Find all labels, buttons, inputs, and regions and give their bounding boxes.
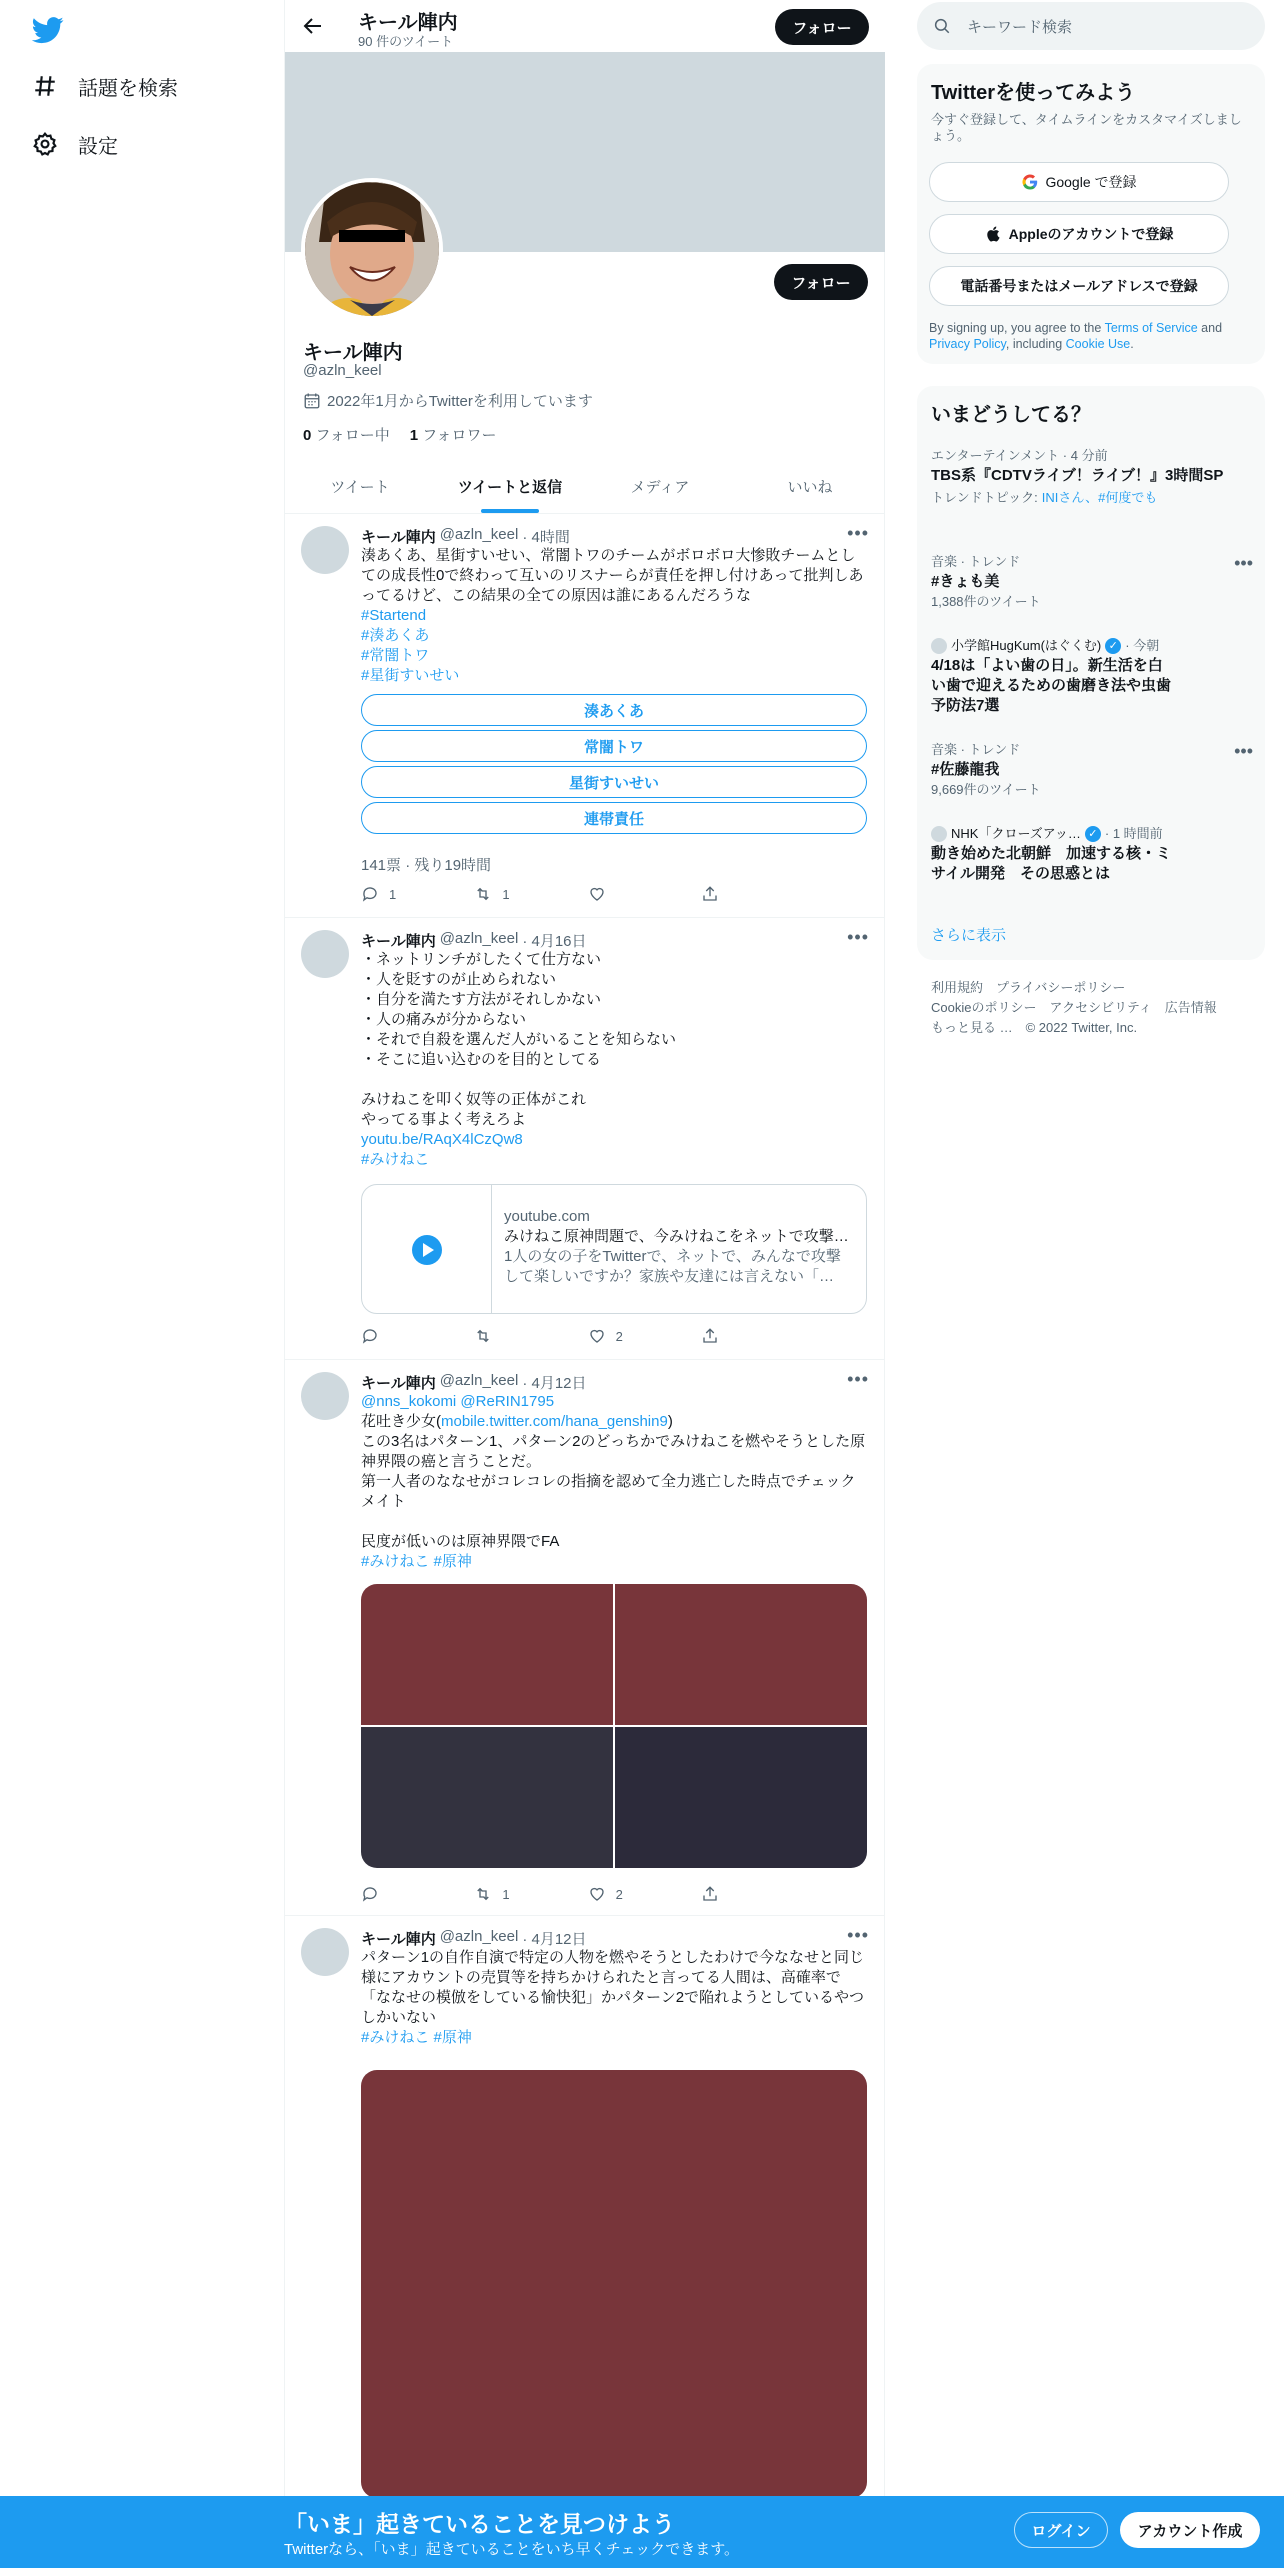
tweet-avatar[interactable] [301, 1372, 349, 1420]
legal-text: , including [1005, 337, 1066, 351]
account-avatar [931, 826, 947, 842]
trend-title: #きょも美 [931, 573, 1000, 590]
trend-extra-label: トレンドトピック: [931, 490, 1038, 505]
nav-settings[interactable] [32, 124, 118, 164]
media-image[interactable] [361, 1727, 613, 1868]
like-button[interactable] [588, 1884, 668, 1904]
play-icon [412, 1235, 442, 1265]
legal-text: . [1130, 337, 1134, 351]
search-bar[interactable] [917, 2, 1265, 50]
signup-box [917, 64, 1265, 364]
card-title: みけねこ原神問題で、今みけねこをネットで攻撃… [504, 1228, 849, 1245]
trend-count: 9,669件のツイート [931, 782, 1041, 797]
like-count: 2 [615, 1328, 623, 1344]
signup-banner [0, 2496, 1284, 2568]
reply-icon [361, 1327, 379, 1345]
trend-item[interactable] [931, 448, 1251, 506]
trend-extra-links[interactable]: INIさん、#何度でも [1041, 490, 1158, 505]
hashtag-link[interactable]: #常闇トワ [361, 647, 430, 664]
trends-box [917, 386, 1265, 960]
tweet-text: この3名はパターン1、パターン2のどっちかでみけねこを燃やそうとした原神界隈の癌と言うことだ。 第一人者のななせがコレコレの指摘を認めて全力逃亡した時点でチェックメイト 民度が低いのは原神界隈でFA [361, 1433, 866, 1550]
trend-count: 1,388件のツイート [931, 594, 1041, 609]
more-options-icon[interactable]: ••• [847, 1369, 869, 1389]
tweet-avatar[interactable] [301, 1928, 349, 1976]
cookie-link[interactable]: Cookie Use [1065, 337, 1131, 351]
avatar-photo [305, 182, 439, 316]
tweet-actions [361, 1884, 781, 1904]
retweet-button[interactable] [474, 1326, 554, 1346]
profile-follow-button[interactable]: フォロー [774, 264, 868, 300]
followers-count: 1 [409, 427, 419, 444]
tweet-header [361, 523, 869, 546]
tweet-author-handle[interactable]: @azln_keel [439, 1372, 519, 1389]
trend-meta: 音楽 · トレンド [931, 742, 1021, 757]
trend-extra [931, 490, 1251, 506]
reply-button[interactable] [361, 1884, 441, 1904]
tweet-time[interactable]: · 4月12日 [522, 1375, 587, 1392]
reply-button[interactable] [361, 1326, 441, 1346]
like-button[interactable] [588, 1326, 668, 1346]
tab-tweets-and-replies[interactable]: ツイートと返信 [435, 460, 585, 513]
phone-email-signup-button[interactable]: 電話番号またはメールアドレスで登録 [929, 266, 1229, 306]
signup-subtitle: 今すぐ登録して、タイムラインをカスタマイズしましょう。 [931, 112, 1242, 143]
trends-title: いまどうしてる？ [931, 404, 1091, 426]
profile-header-bar [285, 0, 885, 52]
following-label: フォロー中 [315, 427, 390, 444]
tweet-body [361, 1369, 869, 1868]
reply-icon [361, 885, 379, 903]
tweet[interactable] [285, 1360, 885, 1916]
share-button[interactable] [701, 884, 781, 904]
retweet-button[interactable] [474, 1884, 554, 1904]
card-text [492, 1185, 866, 1313]
header-name: キール陣内 [358, 12, 458, 34]
trend-item[interactable] [931, 826, 1251, 884]
google-icon [1021, 173, 1039, 191]
back-arrow-icon[interactable] [301, 14, 325, 38]
trend-time: · 今朝 [1125, 638, 1160, 653]
more-options-icon[interactable]: ••• [1234, 553, 1253, 573]
verified-icon: ✓ [1085, 826, 1101, 842]
verified-icon: ✓ [1105, 638, 1121, 654]
more-options-icon[interactable]: ••• [847, 523, 869, 543]
joined-text: 2022年1月からTwitterを利用しています [327, 393, 593, 410]
tweet[interactable] [285, 1916, 885, 2496]
tweet-header [361, 1925, 869, 1948]
following-link[interactable] [303, 424, 390, 445]
trend-title: #佐藤龍我 [931, 761, 1000, 778]
reply-mentions[interactable]: @nns_kokomi @ReRIN1795 [361, 1393, 555, 1410]
poll-option[interactable]: 連帯責任 [361, 802, 867, 834]
retweet-count: 1 [502, 1886, 510, 1902]
followers-label: フォロワー [422, 427, 497, 444]
profile-tabs [285, 460, 885, 514]
footer-line[interactable]: もっと見る … © 2022 Twitter, Inc. [931, 1020, 1138, 1035]
hashtag-icon [32, 73, 58, 99]
retweet-icon [474, 1885, 492, 1903]
login-button[interactable]: ログイン [1014, 2512, 1108, 2548]
tweet-header [361, 1369, 869, 1392]
tweet-author-handle[interactable]: @azln_keel [439, 1928, 519, 1945]
tab-tweets[interactable]: ツイート [330, 479, 390, 496]
trend-title: 4/18は「よい歯の日」。新生活を白い歯で迎えるための歯磨き法や虫歯予防法7選 [931, 657, 1172, 714]
trend-title: TBS系『CDTVライブ！ライブ！』3時間SP [931, 467, 1224, 484]
card-thumbnail [362, 1185, 492, 1314]
tweet-author-name[interactable]: キール陣内 [361, 529, 436, 546]
share-icon [701, 1327, 719, 1345]
poll-option[interactable]: 湊あくあ [361, 694, 867, 726]
reply-icon [361, 1885, 379, 1903]
tweet-author-name[interactable]: キール陣内 [361, 1931, 436, 1948]
tab-media[interactable]: メディア [630, 479, 690, 496]
like-button[interactable] [588, 884, 668, 904]
trend-account: 小学館HugKum(はぐくむ) [951, 638, 1102, 653]
tweet-author-name[interactable]: キール陣内 [361, 1375, 436, 1392]
retweet-count: 1 [502, 886, 510, 902]
more-options-icon[interactable]: ••• [847, 1925, 869, 1945]
nav-explore[interactable] [32, 66, 178, 106]
followers-link[interactable] [410, 424, 497, 445]
privacy-link[interactable]: Privacy Policy [929, 337, 1006, 351]
banner-title: 「いま」起きていることを見つけよう [284, 2511, 675, 2537]
trend-meta: エンターテインメント · 4 分前 [931, 448, 1108, 463]
share-icon [701, 885, 719, 903]
apple-icon [985, 225, 1003, 243]
tweet-body [361, 1925, 869, 2498]
reply-button[interactable] [361, 884, 441, 904]
footer-line[interactable]: Cookieのポリシー アクセシビリティ 広告情報 [931, 1000, 1217, 1015]
tweet-text: 湊あくあ、星街すいせい、常闇トワのチームがボロボロ大惨敗チームとしての成長性0で終わって互いのリスナーらが責任を押し付けあって批判しあってるけど、この結果の全ての原因は誰にあるんだろうな [361, 547, 864, 604]
more-options-icon[interactable]: ••• [847, 927, 869, 947]
media-image[interactable] [615, 1584, 867, 1725]
tweet-time[interactable]: · 4時間 [522, 529, 570, 546]
share-icon [701, 1885, 719, 1903]
google-signup-label: Google で登録 [1045, 174, 1137, 190]
signup-title: Twitterを使ってみよう [931, 82, 1136, 104]
banner-subtitle: Twitterなら、「いま」起きていることをいち早くチェックできます。 [284, 2541, 740, 2558]
trend-account: NHK「クローズアッ… [951, 826, 1081, 841]
google-signup-button[interactable] [929, 162, 1229, 202]
heart-icon [588, 1885, 606, 1903]
hashtag-links[interactable]: #みけねこ #原神 [361, 2029, 472, 2046]
tweet-link[interactable]: youtu.be/RAqX4lCzQw8 [361, 1131, 523, 1148]
media-image[interactable] [361, 1584, 613, 1725]
tweet-header [361, 927, 869, 950]
text-fragment: ) [667, 1413, 673, 1430]
more-options-icon[interactable]: ••• [1234, 741, 1253, 761]
tweet-avatar[interactable] [301, 526, 349, 574]
twitter-logo-icon[interactable] [32, 14, 64, 46]
trend-item[interactable] [931, 638, 1251, 716]
tweet-author-handle[interactable]: @azln_keel [439, 930, 519, 947]
legal-text: and [1197, 321, 1223, 335]
tweet-author-handle[interactable]: @azln_keel [439, 526, 519, 543]
tweet-actions [361, 1326, 781, 1346]
terms-link[interactable]: Terms of Service [1104, 321, 1198, 335]
link-card[interactable] [361, 1184, 867, 1314]
trend-meta: 音楽 · トレンド [931, 554, 1021, 569]
hashtag-link[interactable]: #星街すいせい [361, 667, 460, 684]
profile-name: キール陣内 [303, 342, 403, 364]
reply-count: 1 [389, 886, 397, 902]
profile-stats [303, 424, 497, 445]
hashtag-link[interactable]: #湊あくあ [361, 627, 430, 644]
hashtag-link[interactable]: #みけねこ [361, 1151, 430, 1168]
tweet-count: 90 件のツイート [358, 34, 454, 49]
like-count: 2 [615, 1886, 623, 1902]
tweet[interactable] [285, 514, 885, 918]
signup-legal [929, 320, 1255, 352]
poll-option[interactable]: 星街すいせい [361, 766, 867, 798]
hashtag-links[interactable]: #みけねこ #原神 [361, 1553, 472, 1570]
tweet-link[interactable]: mobile.twitter.com/hana_genshin9 [441, 1413, 668, 1430]
search-icon [933, 17, 951, 35]
profile-handle: @azln_keel [303, 362, 382, 379]
nav-settings-label: 設定 [78, 135, 118, 158]
tweet-time[interactable]: · 4月16日 [522, 933, 587, 950]
media-image[interactable] [361, 2070, 867, 2498]
account-avatar [931, 638, 947, 654]
show-more-link[interactable]: さらに表示 [931, 927, 1007, 944]
create-account-button[interactable]: アカウント作成 [1120, 2512, 1260, 2548]
profile-column [284, 0, 885, 2568]
share-button[interactable] [701, 1326, 781, 1346]
trend-title: 動き始めた北朝鮮 加速する核・ミサイル開発 その思惑とは [931, 845, 1172, 882]
gear-icon [32, 131, 58, 157]
trend-item[interactable] [931, 554, 1251, 610]
media-image[interactable] [615, 1727, 867, 1868]
tweet-text: ・ネットリンチがしたくて仕方ない ・人を貶すのが止められない ・自分を満たす方法がそれしかない ・人の痛みが分からない ・それで自殺を選んだ人がいることを知らない ・そこに追い込むのを目的としてる みけねこを叩く奴等の正体がこれ やってる事よく考えろよ [361, 951, 677, 1128]
tweet-body [361, 523, 869, 875]
poll [361, 694, 869, 875]
tab-likes[interactable]: いいね [787, 479, 833, 496]
share-button[interactable] [701, 1884, 781, 1904]
profile-joined [303, 390, 593, 411]
nav-explore-label: 話題を検索 [78, 77, 178, 100]
trend-meta [931, 826, 1251, 842]
footer-links [931, 978, 1251, 1038]
following-count: 0 [303, 427, 312, 444]
poll-option[interactable]: 常闇トワ [361, 730, 867, 762]
tweet[interactable] [285, 918, 885, 1360]
tweet-avatar[interactable] [301, 930, 349, 978]
card-domain: youtube.com [504, 1208, 590, 1225]
tweet-text: パターン1の自作自演で特定の人物を燃やそうとしたわけで今ななせと同じ様にアカウントの売買等を持ちかけられたと言ってる人間は、高確率で「ななせの模倣をしている愉快犯」かパターン2で陥れようとしているやつしかいない [361, 1949, 865, 2026]
tweet-body [361, 927, 869, 1314]
trend-item[interactable] [931, 742, 1251, 798]
text-fragment: 花吐き少女( [361, 1413, 441, 1430]
search-placeholder: キーワード検索 [967, 18, 1073, 36]
trend-time: · 1 時間前 [1104, 826, 1163, 841]
trend-meta [931, 638, 1251, 654]
hashtag-link[interactable]: #Startend [361, 607, 427, 624]
media-grid [361, 1584, 867, 1868]
retweet-icon [474, 1327, 492, 1345]
heart-icon [588, 1327, 606, 1345]
poll-info: 141票 · 残り19時間 [361, 857, 492, 874]
tweet-time[interactable]: · 4月12日 [522, 1931, 587, 1948]
card-description: 1人の女の子をTwitterで、ネットで、みんなで攻撃して楽しいですか？家族や友達には言えない「… [504, 1248, 841, 1285]
retweet-button[interactable] [474, 884, 554, 904]
retweet-icon [474, 885, 492, 903]
footer-line[interactable]: 利用規約 プライバシーポリシー [931, 980, 1126, 995]
legal-text: By signing up, you agree to the [929, 321, 1105, 335]
apple-signup-label: Appleのアカウントで登録 [1008, 226, 1174, 242]
apple-signup-button[interactable] [929, 214, 1229, 254]
calendar-icon [303, 392, 321, 410]
header-follow-button[interactable]: フォロー [775, 9, 869, 45]
tweet-actions [361, 884, 781, 904]
tweet-author-name[interactable]: キール陣内 [361, 933, 436, 950]
heart-icon [588, 885, 606, 903]
tweet-text-line [361, 1412, 869, 1432]
profile-avatar[interactable] [301, 178, 443, 320]
